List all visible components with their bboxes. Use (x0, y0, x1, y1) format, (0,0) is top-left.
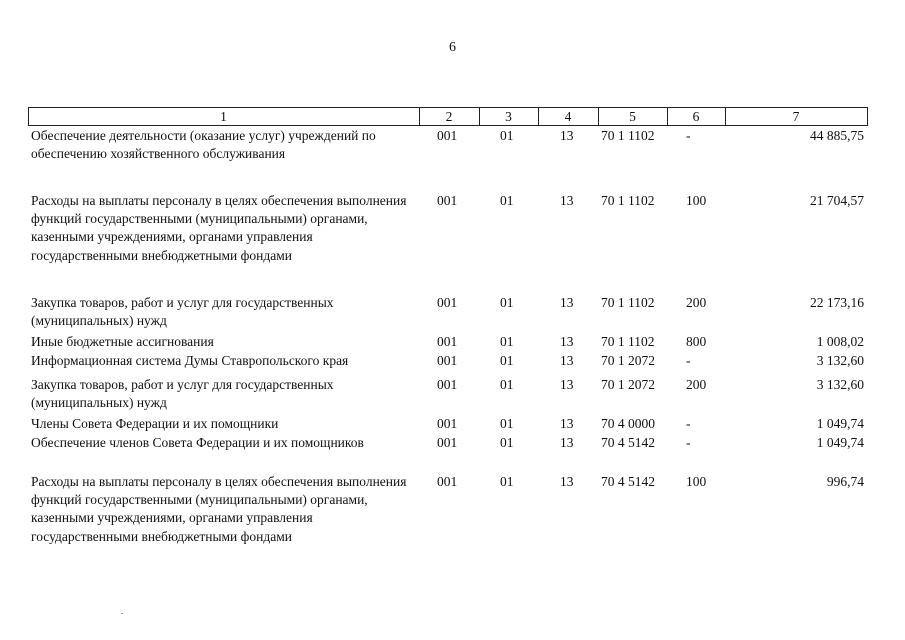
row-code: 01 (500, 353, 514, 368)
row-code: 100 (686, 474, 707, 489)
row-amount: 22 173,16 (810, 295, 864, 310)
row-code: 13 (560, 435, 574, 450)
row-code: 200 (686, 377, 707, 392)
row-code: 13 (560, 128, 574, 143)
row-code: 70 1 1102 (601, 193, 655, 208)
row-code: 01 (500, 334, 514, 349)
row-amount: 3 132,60 (816, 377, 864, 392)
row-code: 01 (500, 295, 514, 310)
row-code: 01 (500, 193, 514, 208)
row-code: 200 (686, 295, 707, 310)
row-code: 100 (686, 193, 707, 208)
row-description: Информационная система Думы Ставропольского края (31, 353, 349, 368)
row-amount: 996,74 (826, 474, 864, 489)
row-code: 01 (500, 435, 514, 450)
row-code: - (686, 435, 691, 450)
row-code: 001 (437, 334, 458, 349)
row-description: Расходы на выплаты персоналу в целях обеспечения выполнения функций государственными (муниципальными) органами, казенными учреждениями, органами управления государственными внебюджетными фондами (31, 474, 407, 544)
row-code: 001 (437, 416, 458, 431)
row-code: 01 (500, 377, 514, 392)
scan-speck (121, 613, 123, 614)
row-code: 70 1 2072 (601, 377, 655, 392)
row-description: Обеспечение членов Совета Федерации и их помощников (31, 435, 364, 450)
row-code: 13 (560, 334, 574, 349)
row-code: 70 4 5142 (601, 435, 655, 450)
row-code: 001 (437, 128, 458, 143)
row-description: Закупка товаров, работ и услуг для государственных (муниципальных) нужд (31, 295, 334, 329)
row-code: 001 (437, 295, 458, 310)
row-code: 01 (500, 416, 514, 431)
header-cell: 5 (629, 109, 636, 124)
row-code: 70 1 1102 (601, 295, 655, 310)
row-description: Расходы на выплаты персоналу в целях обеспечения выполнения функций государственными (муниципальными) органами, казенными учреждениями, органами управления государственными внебюджетными фондами (31, 193, 407, 263)
header-cell: 2 (445, 109, 453, 124)
row-code: 001 (437, 193, 458, 208)
row-code: 13 (560, 416, 574, 431)
row-code: 13 (560, 474, 574, 489)
row-description: Обеспечение деятельности (оказание услуг) учреждений по обеспечению хозяйственного обслуживания (31, 128, 376, 162)
row-code: - (686, 353, 691, 368)
page-number: 6 (449, 40, 456, 55)
row-code: 800 (686, 334, 707, 349)
row-description: Иные бюджетные ассигнования (31, 334, 214, 349)
row-code: 70 1 1102 (601, 128, 655, 143)
row-code: 70 4 5142 (601, 474, 655, 489)
row-description: Закупка товаров, работ и услуг для государственных (муниципальных) нужд (31, 377, 334, 411)
row-description: Члены Совета Федерации и их помощники (31, 416, 279, 431)
row-amount: 3 132,60 (816, 353, 864, 368)
row-code: 01 (500, 128, 514, 143)
row-code: - (686, 416, 691, 431)
header-cell: 3 (505, 109, 512, 124)
header-divider (867, 107, 868, 125)
header-cell: 7 (792, 109, 800, 124)
row-amount: 1 049,74 (816, 435, 864, 450)
row-code: 001 (437, 474, 458, 489)
row-code: 70 1 1102 (601, 334, 655, 349)
row-code: 001 (437, 353, 458, 368)
row-code: 01 (500, 474, 514, 489)
header-cell: 1 (220, 109, 227, 124)
row-code: - (686, 128, 691, 143)
row-code: 70 4 0000 (601, 416, 655, 431)
row-amount: 44 885,75 (810, 128, 864, 143)
row-code: 13 (560, 377, 574, 392)
row-code: 001 (437, 377, 458, 392)
row-code: 70 1 2072 (601, 353, 655, 368)
row-amount: 1 008,02 (816, 334, 864, 349)
row-code: 13 (560, 353, 574, 368)
row-code: 001 (437, 435, 458, 450)
row-code: 13 (560, 295, 574, 310)
row-amount: 21 704,57 (810, 193, 864, 208)
header-cell: 4 (564, 109, 572, 124)
row-amount: 1 049,74 (816, 416, 864, 431)
row-code: 13 (560, 193, 574, 208)
header-cell: 6 (692, 109, 700, 124)
